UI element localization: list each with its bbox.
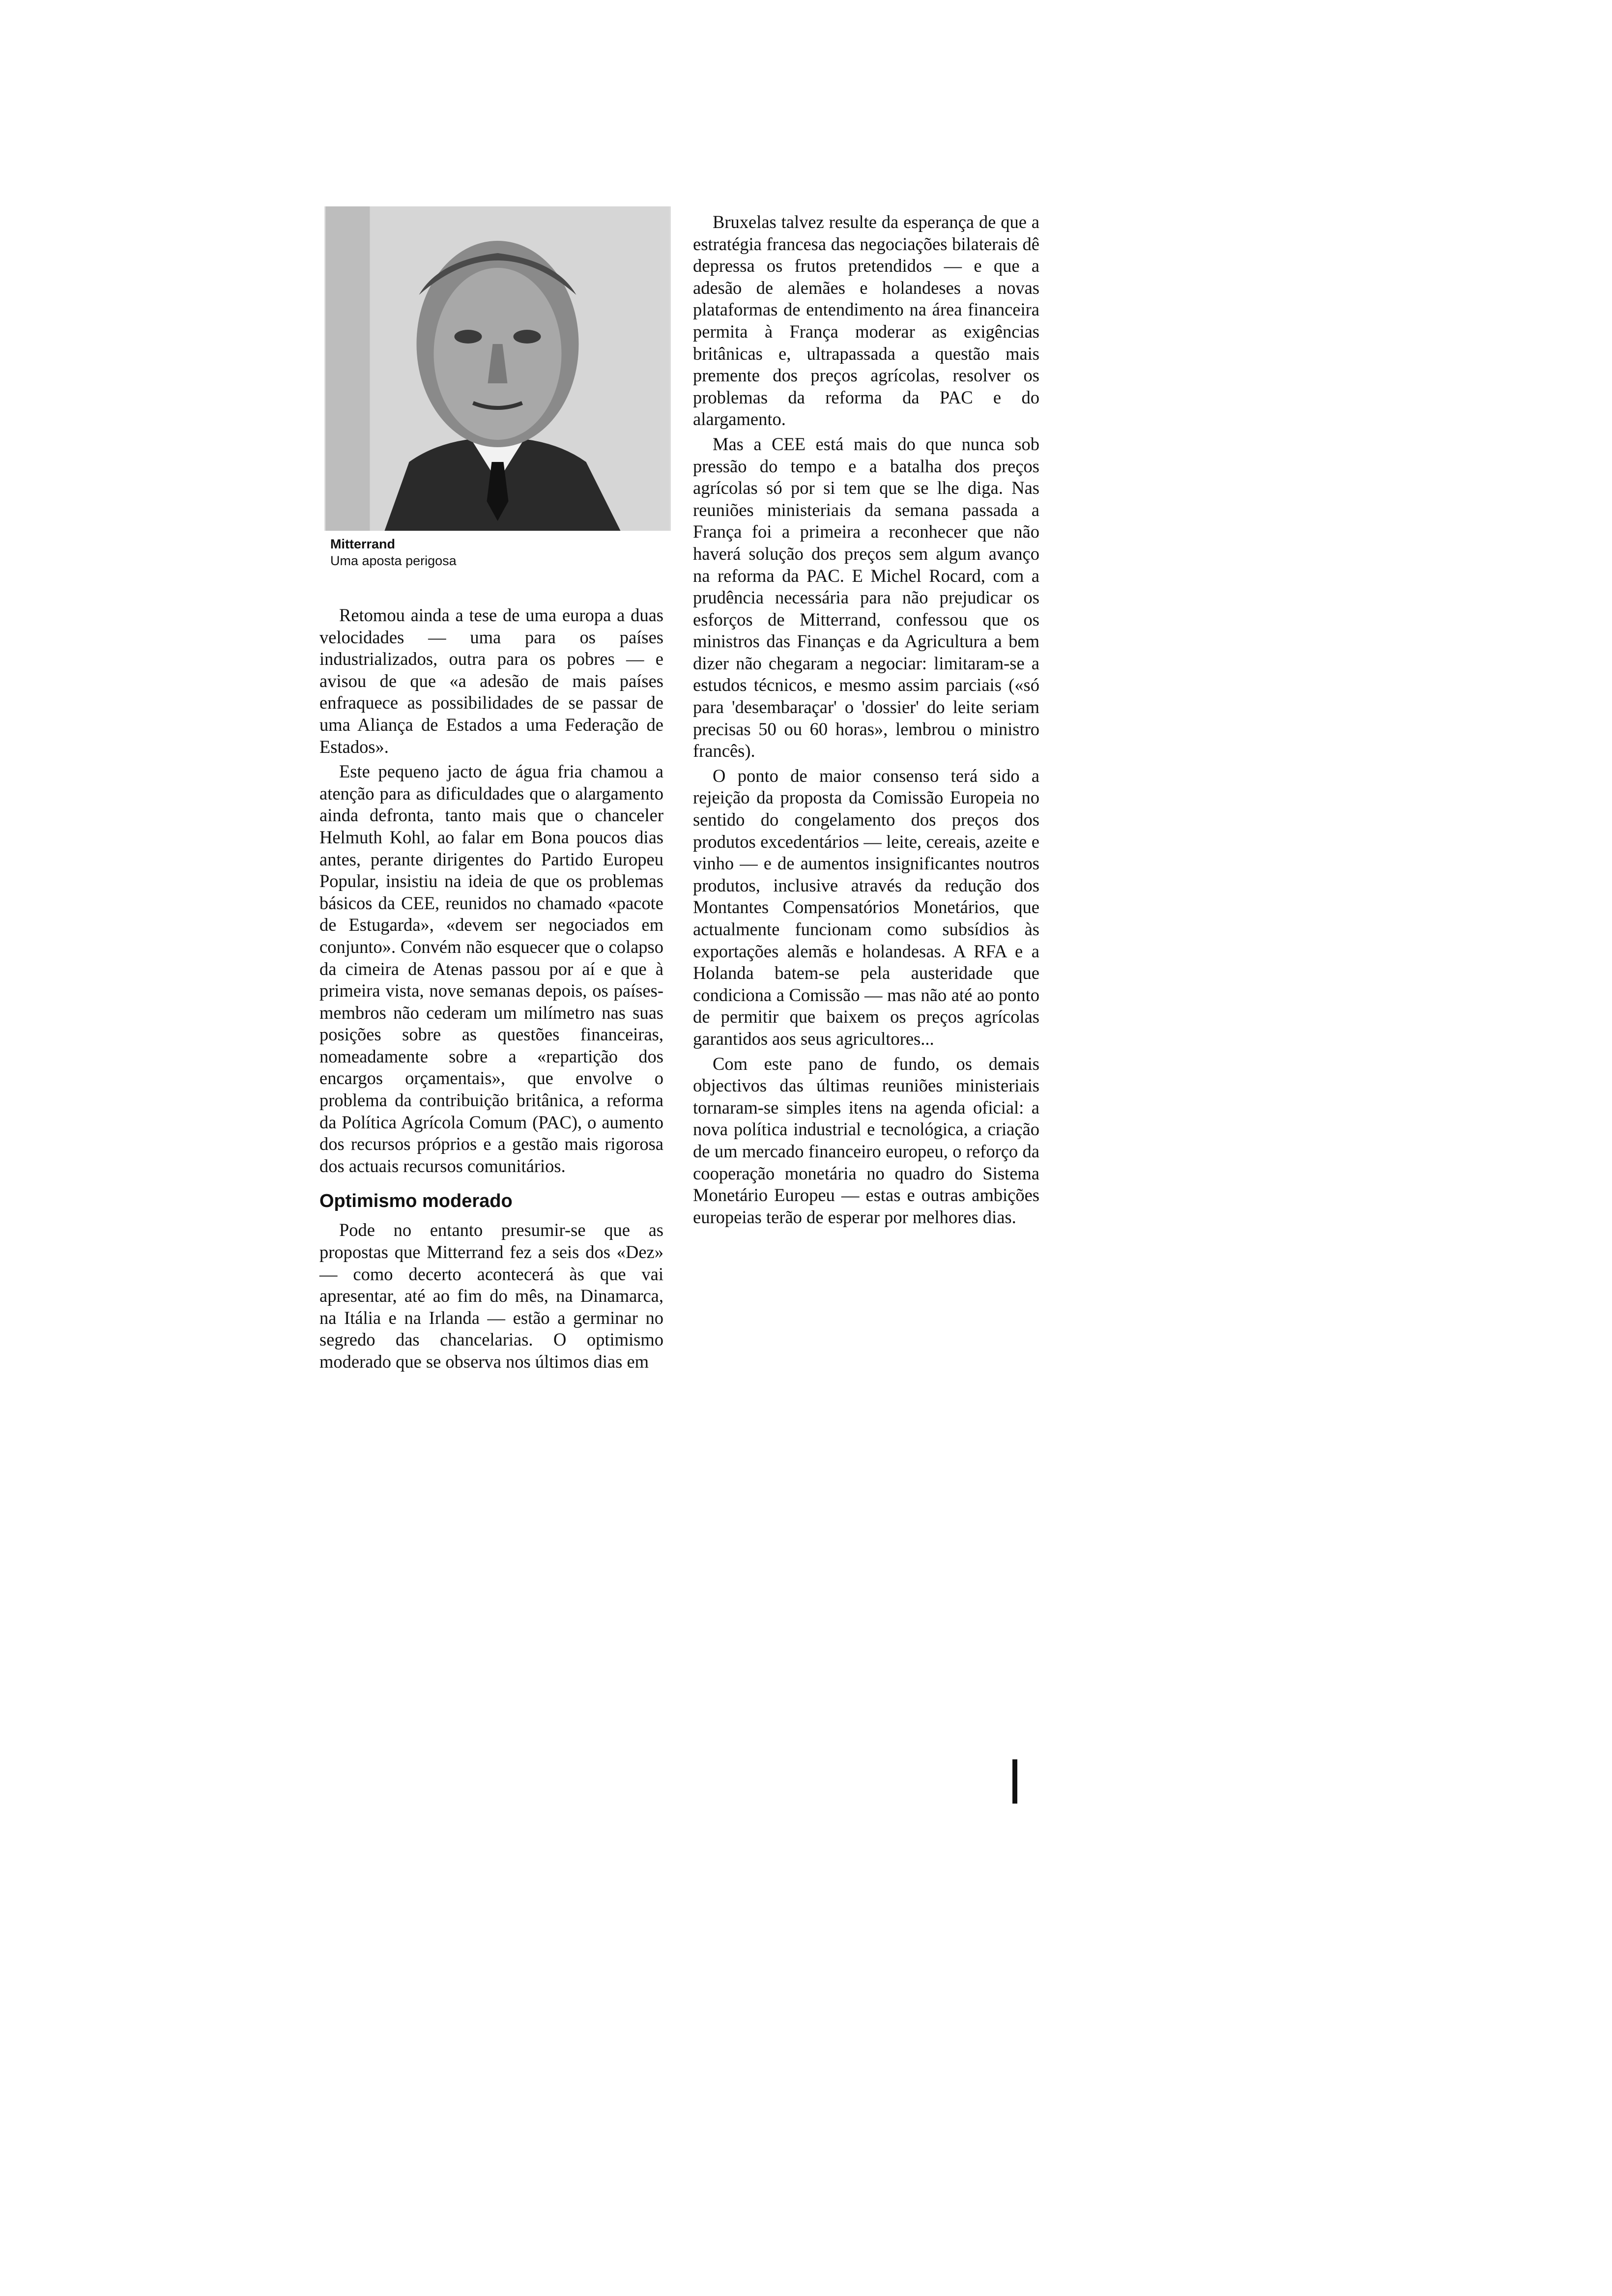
portrait-photo (324, 206, 671, 531)
paragraph: Retomou ainda a tese de uma europa a duas velocidades — uma para os países industrializados, outra para os pobres — e avisou de que «a adesão de mais países enfraquece as possibilidades de se passar de uma Aliança de Estados a uma Federação de Estados». (319, 605, 663, 757)
paragraph: Mas a CEE está mais do que nunca sob pressão do tempo e a batalha dos preços agrícolas só por si tem que se lhe diga. Nas reuniões ministeriais da semana passada a França foi a primeira a reconhecer que não haverá solução dos preços sem algum avanço na reforma da PAC. E Michel Rocard, com a prudência necessária para não prejudicar os esforços de Mitterrand, confessou que os ministros das Finanças e da Agricultura a bem dizer não chegaram a negociar: limitaram-se a estudos técnicos, e mesmo assim parciais («só para 'desembaraçar' o 'dossier' do leite seriam precisas 50 ou 60 horas», lembrou o ministro francês). (693, 433, 1039, 761)
paragraph: Pode no entanto presumir-se que as propostas que Mitterrand fez a seis dos «Dez» — como decerto acontecerá às que vai apresentar, até ao fim do mês, na Dinamarca, na Itália e na Irlanda — estão a germinar no segredo das chancelarias. O optimismo moderado que se observa nos últimos dias em (319, 1220, 663, 1372)
caption-name: Mitterrand (330, 537, 396, 551)
paragraph: Bruxelas talvez resulte da esperança de que a estratégia francesa das negociações bilaterais dê depressa os frutos pretendidos — e que a adesão de alemães e holandeses a novas plataformas de entendimento na área financeira permita à França moderar as exigências britânicas e, ultrapassada a questão mais premente dos preços agrícolas, resolver os problemas da reforma da PAC e do alargamento. (693, 212, 1039, 430)
paragraph: Com este pano de fundo, os demais objectivos das últimas reuniões ministeriais tornaram-se simples itens na agenda oficial: a nova política industrial e tecnológica, a criação de um mercado financeiro europeu, o reforço da cooperação monetária no quadro do Sistema Monetário Europeu — estas e outras ambições europeias terão de esperar por melhores dias. (693, 1053, 1039, 1227)
left-text-block (319, 604, 663, 1376)
paragraph: Este pequeno jacto de água fria chamou a atenção para as dificuldades que o alargamento ainda defronta, tanto mais que o chanceler Helmuth Kohl, ao falar em Bona poucos dias antes, perante dirigentes do Partido Europeu Popular, insistiu na ideia de que os problemas básicos da CEE, reunidos no chamado «pacote de Estugarda», «devem ser negociados em conjunto». Convém não esquecer que o colapso da cimeira de Atenas passou por aí e que à primeira vista, nove semanas depois, os países-membros não cederam um milímetro nas suas posições sobre as questões financeiras, nomeadamente sobre a «repartição dos encargos orçamentais», que envolve o problema da contribuição britânica, a reforma da Política Agrícola Comum (PAC), o aumento dos recursos próprios e a gestão mais rigorosa dos actuais recursos comunitários. (319, 761, 663, 1176)
newspaper-clipping (315, 197, 1042, 1877)
right-column (693, 211, 1039, 1231)
subheading: Optimismo moderado (319, 1191, 513, 1212)
caption-text: Uma aposta perigosa (330, 553, 457, 568)
photo-caption (330, 536, 669, 569)
paragraph: O ponto de maior consenso terá sido a rejeição da proposta da Comissão Europeia no sentido do congelamento dos preços dos produtos excedentários — leite, cereais, azeite e vinho — e de aumentos insignificantes noutros produtos, inclusive através da redução dos Montantes Compensatórios Monetários, que actualmente funcionam como subsídios às exportações alemãs e holandesas. A RFA e a Holanda batem-se pela austeridade que condiciona a Comissão — mas não até ao ponto de permitir que baixem os preços agrícolas garantidos aos seus agricultores... (693, 765, 1039, 1049)
portrait-image (324, 206, 671, 531)
article-end-mark (1012, 1759, 1017, 1804)
